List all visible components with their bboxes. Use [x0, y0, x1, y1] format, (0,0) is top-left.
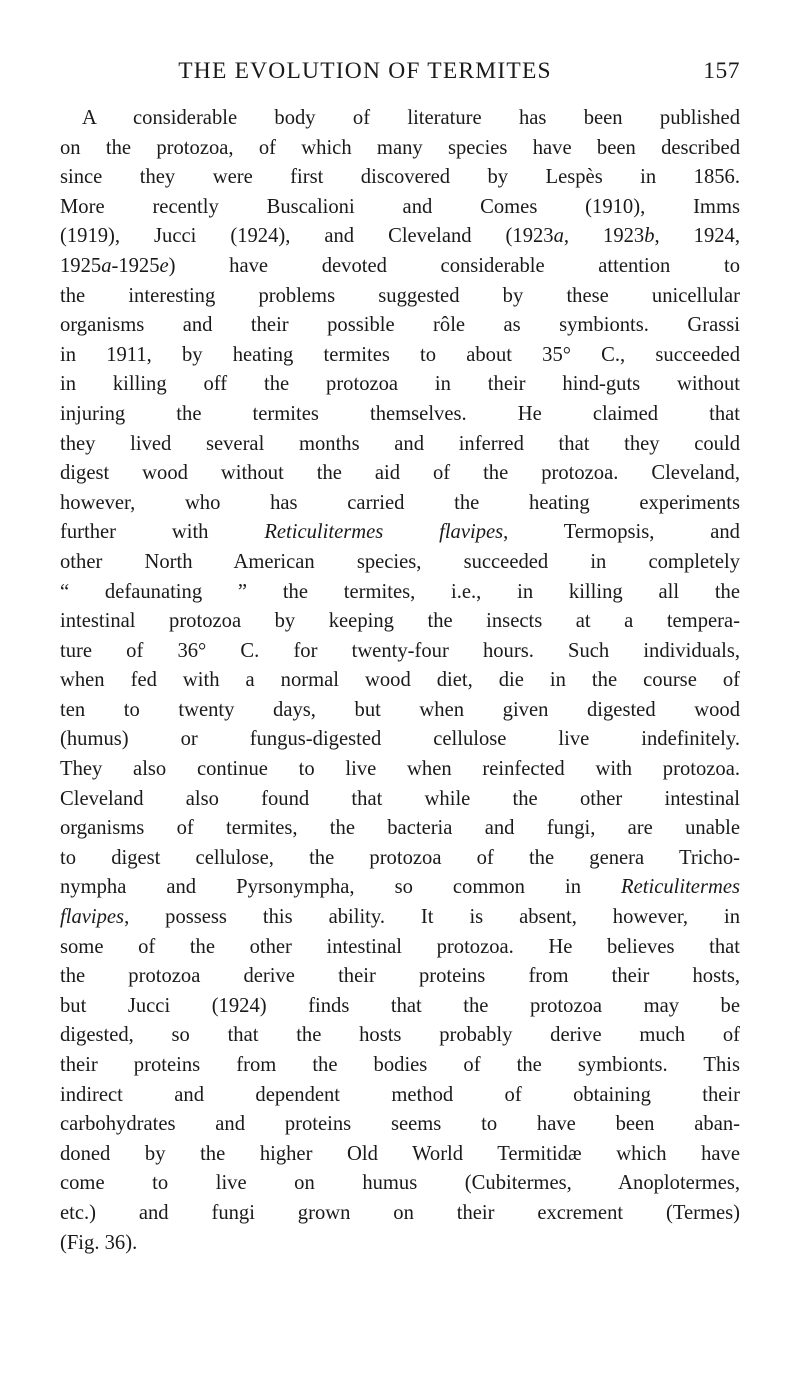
- italic-text: Reticulitermes flavipes: [264, 521, 504, 544]
- text-run: ture of 36° C. for twenty-four hours. Such individuals,: [60, 639, 740, 662]
- text-run: (humus) or fungus-digested cellulose live indefinitely.: [60, 728, 740, 751]
- text-run: intestinal protozoa by keeping the insects at a tempera-: [60, 610, 740, 633]
- text-line: [60, 1110, 740, 1140]
- text-run: “ defaunating ” the termites, i.e., in killing all the: [60, 580, 740, 603]
- text-run: on the protozoa, of which many species have been described: [60, 136, 740, 159]
- text-line: [60, 252, 740, 282]
- italic-text: flavipes: [60, 906, 125, 929]
- text-line: [60, 430, 740, 460]
- text-run: (1919), Jucci (1924), and Cleveland (1923: [60, 225, 554, 248]
- text-run: More recently Buscalioni and Comes (1910), Imms: [60, 195, 740, 218]
- text-run: , Termopsis, and: [503, 521, 740, 544]
- text-run: in 1911, by heating termites to about 35° C., succeeded: [60, 343, 740, 366]
- text-line: [60, 282, 740, 312]
- text-line: [60, 1051, 740, 1081]
- text-line: [60, 311, 740, 341]
- text-run: , possess this ability. It is absent, however, in: [124, 906, 740, 929]
- text-line: [60, 992, 740, 1022]
- text-line: [60, 637, 740, 667]
- text-run: organisms and their possible rôle as symbionts. Grassi: [60, 314, 740, 337]
- text-line: [60, 962, 740, 992]
- text-run: digest wood without the aid of the protozoa. Cleveland,: [60, 462, 740, 485]
- text-line: [60, 814, 740, 844]
- text-run: Cleveland also found that while the other intestinal: [60, 787, 740, 810]
- text-line: [60, 548, 740, 578]
- text-run: ) have devoted considerable attention to: [168, 254, 740, 277]
- text-run: they lived several months and inferred that they could: [60, 432, 740, 455]
- text-line: [60, 134, 740, 164]
- text-run: -1925: [111, 254, 160, 277]
- text-line: [60, 1081, 740, 1111]
- text-line: [60, 903, 740, 933]
- text-line: [60, 163, 740, 193]
- text-run: the interesting problems suggested by these unicellular: [60, 284, 740, 307]
- text-line: [60, 1229, 740, 1259]
- text-line: [60, 755, 740, 785]
- text-run: other North American species, succeeded in completely: [60, 550, 740, 573]
- text-line: [60, 222, 740, 252]
- text-line: [60, 104, 740, 134]
- text-run: when fed with a normal wood diet, die in the course of: [60, 669, 740, 692]
- text-run: They also continue to live when reinfected with protozoa.: [60, 758, 740, 781]
- text-run: to digest cellulose, the protozoa of the genera Tricho-: [60, 846, 740, 869]
- running-head: [60, 58, 740, 98]
- text-line: [60, 1169, 740, 1199]
- italic-text: b: [644, 225, 655, 248]
- text-run: carbohydrates and proteins seems to have been aban-: [60, 1113, 740, 1136]
- text-run: come to live on humus (Cubitermes, Anoplotermes,: [60, 1172, 740, 1195]
- running-head-title: THE EVOLUTION OF TERMITES: [178, 58, 552, 84]
- page-number: 157: [703, 58, 740, 84]
- italic-text: a: [553, 225, 564, 248]
- text-run: digested, so that the hosts probably derive much of: [60, 1024, 740, 1047]
- text-run: but Jucci (1924) finds that the protozoa may be: [60, 994, 740, 1017]
- text-run: nympha and Pyrsonympha, so common in: [60, 876, 622, 899]
- text-run: the protozoa derive their proteins from their hosts,: [60, 965, 740, 988]
- text-line: [60, 1199, 740, 1229]
- text-line: [60, 193, 740, 223]
- text-line: [60, 1021, 740, 1051]
- text-line: [60, 844, 740, 874]
- text-line: [60, 873, 740, 903]
- text-line: [60, 489, 740, 519]
- text-run: (Fig. 36).: [60, 1231, 138, 1254]
- text-run: their proteins from the bodies of the symbionts. This: [60, 1054, 740, 1076]
- italic-text: Reticulitermes: [621, 876, 740, 899]
- text-run: indirect and dependent method of obtaining their: [60, 1083, 740, 1106]
- text-line: [60, 370, 740, 400]
- text-run: A considerable body of literature has been published: [82, 107, 740, 129]
- text-line: [60, 785, 740, 815]
- text-run: ten to twenty days, but when given digested wood: [60, 698, 740, 721]
- body-paragraph: [60, 104, 740, 1258]
- text-line: [60, 725, 740, 755]
- text-run: since they were first discovered by Lespès in 1856.: [60, 166, 740, 189]
- text-line: [60, 578, 740, 608]
- text-line: [60, 696, 740, 726]
- text-run: further with: [60, 521, 265, 544]
- text-line: [60, 518, 740, 548]
- text-run: doned by the higher Old World Termitidæ which have: [60, 1142, 740, 1165]
- text-run: however, who has carried the heating experiments: [60, 491, 740, 514]
- text-run: organisms of termites, the bacteria and fungi, are unable: [60, 817, 740, 840]
- text-line: [60, 1140, 740, 1170]
- text-line: [60, 400, 740, 430]
- text-run: injuring the termites themselves. He claimed that: [60, 402, 740, 425]
- text-run: etc.) and fungi grown on their excrement (Termes): [60, 1201, 740, 1224]
- text-run: 1925: [60, 254, 102, 277]
- italic-text: a: [101, 254, 112, 277]
- text-line: [60, 666, 740, 696]
- book-page: [60, 58, 740, 1258]
- text-run: , 1923: [563, 225, 645, 248]
- italic-text: e: [159, 254, 169, 277]
- text-line: [60, 341, 740, 371]
- text-run: some of the other intestinal protozoa. He believes that: [60, 935, 740, 958]
- text-line: [60, 459, 740, 489]
- text-run: in killing off the protozoa in their hind-guts without: [60, 373, 740, 396]
- text-run: , 1924,: [654, 225, 740, 248]
- text-line: [60, 607, 740, 637]
- text-line: [60, 933, 740, 963]
